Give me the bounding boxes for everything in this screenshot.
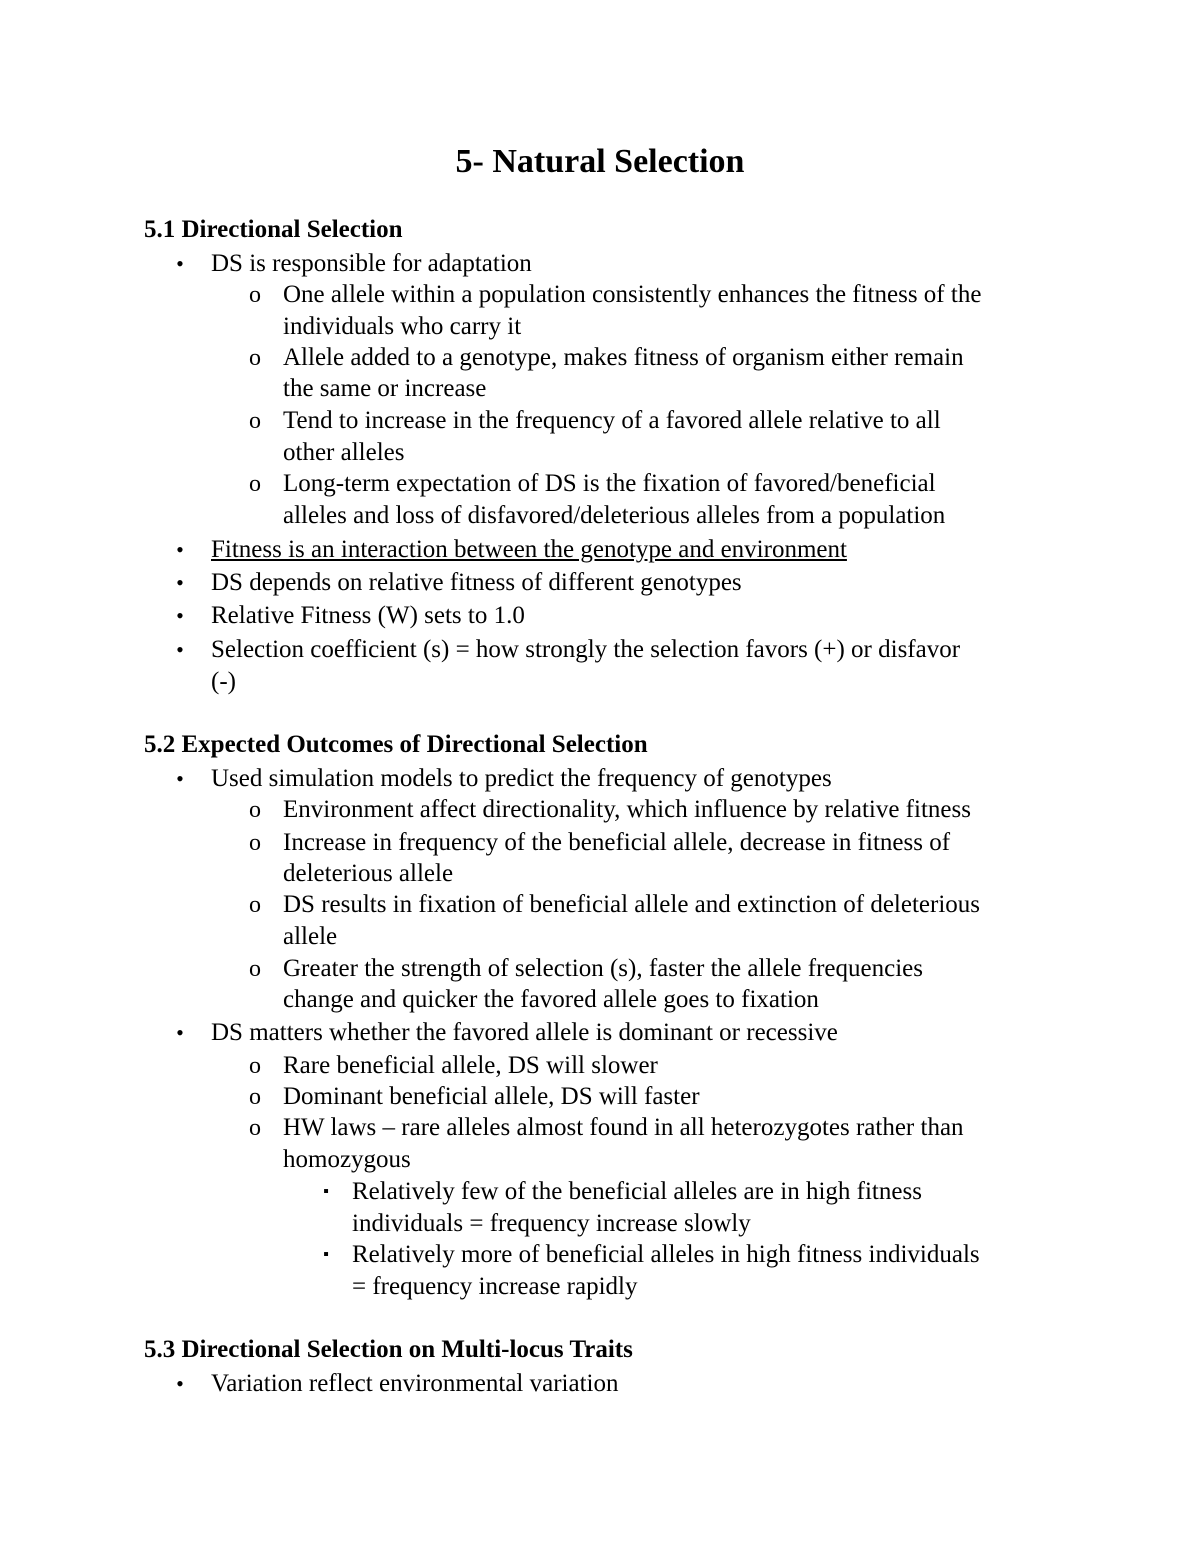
- circle-bullet-icon: o: [249, 956, 261, 982]
- bullet-icon: •: [176, 537, 184, 562]
- list-item: DS matters whether the favored allele is dominant or recessive: [211, 1019, 838, 1046]
- list-item-continuation: homozygous: [283, 1146, 411, 1173]
- bullet-icon: •: [176, 1020, 184, 1045]
- circle-bullet-icon: o: [249, 892, 261, 918]
- list-item: Long-term expectation of DS is the fixation of favored/beneficial: [283, 470, 936, 497]
- list-item: Environment affect directionality, which influence by relative fitness: [283, 796, 971, 823]
- list-item-continuation: alleles and loss of disfavored/deleterious alleles from a population: [283, 502, 946, 529]
- list-item: Tend to increase in the frequency of a favored allele relative to all: [283, 407, 941, 434]
- list-item: Greater the strength of selection (s), faster the allele frequencies: [283, 955, 923, 982]
- circle-bullet-icon: o: [249, 471, 261, 497]
- list-item-continuation: the same or increase: [283, 375, 487, 402]
- list-item: Relative Fitness (W) sets to 1.0: [211, 602, 525, 629]
- list-item: One allele within a population consistently enhances the fitness of the: [283, 281, 982, 308]
- circle-bullet-icon: o: [249, 830, 261, 856]
- bullet-icon: •: [176, 603, 184, 628]
- list-item: HW laws – rare alleles almost found in all heterozygotes rather than: [283, 1114, 964, 1141]
- circle-bullet-icon: o: [249, 1053, 261, 1079]
- list-item: Allele added to a genotype, makes fitness of organism either remain: [283, 344, 964, 371]
- square-bullet-icon: ▪: [323, 1246, 329, 1263]
- list-item: DS is responsible for adaptation: [211, 250, 532, 277]
- list-item-continuation: (-): [211, 668, 236, 695]
- list-item: Increase in frequency of the beneficial allele, decrease in fitness of: [283, 829, 951, 856]
- bullet-icon: •: [176, 251, 184, 276]
- list-item: Used simulation models to predict the frequency of genotypes: [211, 765, 832, 792]
- square-bullet-icon: ▪: [323, 1183, 329, 1200]
- list-item: Dominant beneficial allele, DS will faster: [283, 1083, 700, 1110]
- circle-bullet-icon: o: [249, 1115, 261, 1141]
- bullet-icon: •: [176, 637, 184, 662]
- circle-bullet-icon: o: [249, 1084, 261, 1110]
- list-item-continuation: other alleles: [283, 439, 405, 466]
- section-heading: 5.2 Expected Outcomes of Directional Selection: [144, 731, 648, 758]
- circle-bullet-icon: o: [249, 408, 261, 434]
- bullet-icon: •: [176, 570, 184, 595]
- list-item-continuation: = frequency increase rapidly: [352, 1273, 638, 1300]
- bullet-icon: •: [176, 1371, 184, 1396]
- bullet-icon: •: [176, 766, 184, 791]
- list-item: Selection coefficient (s) = how strongly the selection favors (+) or disfavor: [211, 636, 961, 663]
- list-item: DS results in fixation of beneficial allele and extinction of deleterious: [283, 891, 981, 918]
- list-item-underlined: Fitness is an interaction between the genotype and environment: [211, 536, 847, 563]
- list-item: Relatively more of beneficial alleles in high fitness individuals: [352, 1241, 980, 1268]
- circle-bullet-icon: o: [249, 797, 261, 823]
- list-item: DS depends on relative fitness of different genotypes: [211, 569, 742, 596]
- list-item: Variation reflect environmental variation: [211, 1370, 619, 1397]
- section-heading: 5.3 Directional Selection on Multi-locus Traits: [144, 1336, 633, 1363]
- circle-bullet-icon: o: [249, 345, 261, 371]
- list-item-continuation: individuals who carry it: [283, 313, 522, 340]
- list-item-continuation: individuals = frequency increase slowly: [352, 1210, 751, 1237]
- list-item: Relatively few of the beneficial alleles are in high fitness: [352, 1178, 922, 1205]
- list-item: Rare beneficial allele, DS will slower: [283, 1052, 658, 1079]
- circle-bullet-icon: o: [249, 282, 261, 308]
- document-title: 5- Natural Selection: [455, 143, 745, 180]
- list-item-continuation: allele: [283, 923, 338, 950]
- list-item-continuation: deleterious allele: [283, 860, 454, 887]
- list-item-continuation: change and quicker the favored allele goes to fixation: [283, 986, 819, 1013]
- section-heading: 5.1 Directional Selection: [144, 216, 403, 243]
